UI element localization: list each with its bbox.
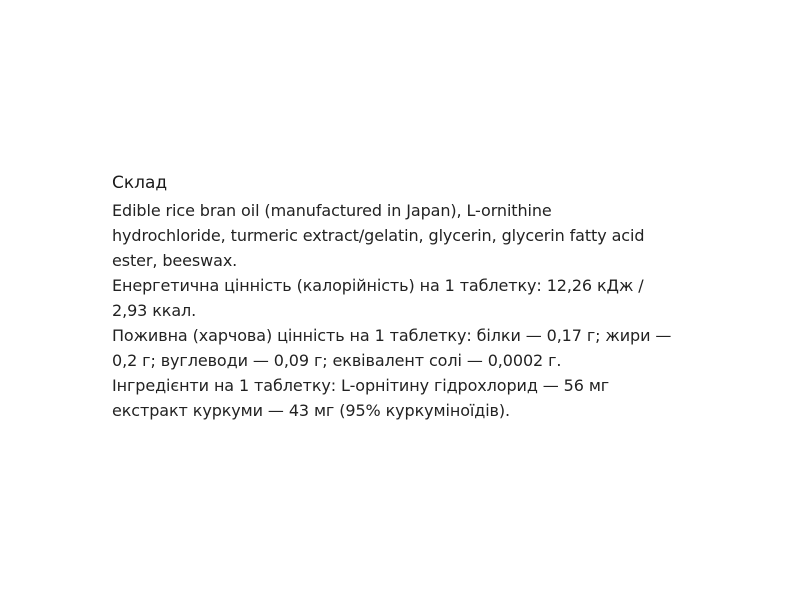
energy-value-text	[112, 273, 732, 323]
nutrition-line: Поживна (харчова) цінність на 1 таблетку: білки — 0,17 г; жири —	[112, 326, 672, 345]
ingredients-line: Edible rice bran oil (manufactured in Japan), L-ornithine	[112, 201, 552, 220]
energy-line: 2,93 ккал.	[112, 301, 197, 320]
composition-section	[112, 170, 732, 423]
per-tablet-line: екстракт куркуми — 43 мг (95% куркуміноїдів).	[112, 401, 511, 420]
ingredients-line: hydrochloride, turmeric extract/gelatin, glycerin, glycerin fatty acid	[112, 226, 645, 245]
ingredients-text	[112, 198, 732, 273]
energy-line: Енергетична цінність (калорійність) на 1 таблетку: 12,26 кДж /	[112, 276, 644, 295]
per-tablet-ingredients-text	[112, 373, 732, 423]
ingredients-line: ester, beeswax.	[112, 251, 238, 270]
composition-heading: Склад	[112, 173, 168, 193]
nutrition-line: 0,2 г; вуглеводи — 0,09 г; еквівалент солі — 0,0002 г.	[112, 351, 562, 370]
per-tablet-line: Інгредієнти на 1 таблетку: L-орнітину гідрохлорид — 56 мг	[112, 376, 610, 395]
nutrition-value-text	[112, 323, 732, 373]
